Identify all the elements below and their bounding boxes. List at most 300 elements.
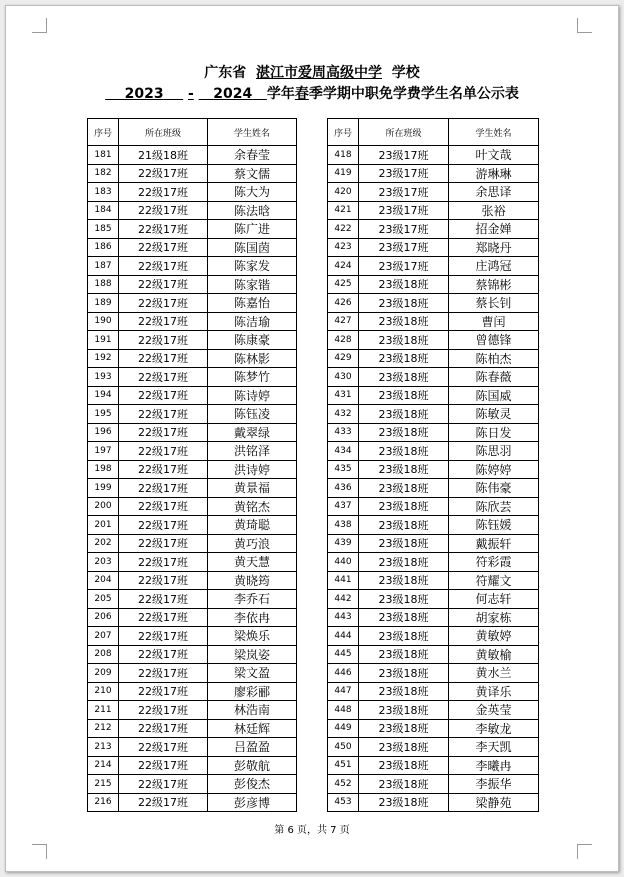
table-row	[88, 294, 297, 313]
student-name-cell: 陈伟豪	[449, 479, 539, 498]
table-row	[328, 183, 539, 202]
serial-cell: 192	[88, 349, 119, 368]
table-row	[88, 312, 297, 331]
class-cell: 23级18班	[359, 386, 449, 405]
table-row	[88, 793, 297, 812]
class-cell: 23级17班	[359, 201, 449, 220]
student-name-cell: 陈欣芸	[449, 497, 539, 516]
table-row	[88, 553, 297, 572]
class-cell: 23级17班	[359, 164, 449, 183]
crop-mark-bottom-right	[577, 844, 592, 859]
header-serial: 序号	[88, 119, 119, 146]
serial-cell: 195	[88, 405, 119, 424]
table-row	[328, 201, 539, 220]
class-cell: 23级18班	[359, 497, 449, 516]
serial-cell: 423	[328, 238, 359, 257]
class-cell: 23级18班	[359, 534, 449, 553]
table-body-right	[328, 146, 539, 812]
student-name-cell: 黄敏婷	[449, 627, 539, 646]
table-row	[328, 553, 539, 572]
table-row	[88, 368, 297, 387]
title-year-end: 2024	[213, 86, 253, 102]
class-cell: 22级17班	[119, 719, 208, 738]
serial-cell: 442	[328, 590, 359, 609]
table-row	[328, 294, 539, 313]
student-name-cell: 李依冉	[208, 608, 297, 627]
student-name-cell: 陈柏杰	[449, 349, 539, 368]
serial-cell: 438	[328, 516, 359, 535]
table-row	[328, 164, 539, 183]
header-serial: 序号	[328, 119, 359, 146]
table-row	[328, 146, 539, 165]
student-name-cell: 符耀文	[449, 571, 539, 590]
student-name-cell: 李振华	[449, 775, 539, 794]
serial-cell: 427	[328, 312, 359, 331]
table-row	[328, 497, 539, 516]
serial-cell: 181	[88, 146, 119, 165]
serial-cell: 203	[88, 553, 119, 572]
serial-cell: 425	[328, 275, 359, 294]
serial-cell: 212	[88, 719, 119, 738]
class-cell: 23级17班	[359, 183, 449, 202]
serial-cell: 208	[88, 645, 119, 664]
table-row	[328, 627, 539, 646]
student-table-right	[327, 118, 539, 812]
serial-cell: 443	[328, 608, 359, 627]
table-row	[328, 534, 539, 553]
student-name-cell: 陈广进	[208, 220, 297, 239]
student-name-cell: 陈大为	[208, 183, 297, 202]
serial-cell: 445	[328, 645, 359, 664]
serial-cell: 199	[88, 479, 119, 498]
table-row	[328, 386, 539, 405]
student-name-cell: 陈法晗	[208, 201, 297, 220]
student-name-cell: 黄琦聪	[208, 516, 297, 535]
class-cell: 23级18班	[359, 756, 449, 775]
table-row	[88, 331, 297, 350]
class-cell: 22级17班	[119, 442, 208, 461]
student-name-cell: 陈家发	[208, 257, 297, 276]
student-name-cell: 何志轩	[449, 590, 539, 609]
class-cell: 22级17班	[119, 793, 208, 812]
class-cell: 22级17班	[119, 756, 208, 775]
serial-cell: 215	[88, 775, 119, 794]
table-row	[88, 738, 297, 757]
table-row	[88, 275, 297, 294]
class-cell: 23级18班	[359, 682, 449, 701]
serial-cell: 189	[88, 294, 119, 313]
serial-cell: 211	[88, 701, 119, 720]
class-cell: 23级18班	[359, 719, 449, 738]
table-row	[88, 775, 297, 794]
table-row	[88, 146, 297, 165]
class-cell: 22级17班	[119, 349, 208, 368]
serial-cell: 194	[88, 386, 119, 405]
table-row	[328, 756, 539, 775]
student-name-cell: 黄水兰	[449, 664, 539, 683]
student-name-cell: 彭彦博	[208, 793, 297, 812]
title-year-start: 2023	[124, 86, 164, 102]
student-name-cell: 李曦冉	[449, 756, 539, 775]
student-name-cell: 张裕	[449, 201, 539, 220]
student-name-cell: 陈梦竹	[208, 368, 297, 387]
serial-cell: 441	[328, 571, 359, 590]
class-cell: 23级17班	[359, 146, 449, 165]
student-name-cell: 黄景福	[208, 479, 297, 498]
table-row	[88, 201, 297, 220]
table-row	[88, 682, 297, 701]
serial-cell: 209	[88, 664, 119, 683]
serial-cell: 213	[88, 738, 119, 757]
document-title-line1	[0, 64, 624, 82]
student-name-cell: 陈洁瑜	[208, 312, 297, 331]
student-name-cell: 李乔石	[208, 590, 297, 609]
student-name-cell: 符彩霞	[449, 553, 539, 572]
serial-cell: 184	[88, 201, 119, 220]
student-name-cell: 洪诗婷	[208, 460, 297, 479]
serial-cell: 196	[88, 423, 119, 442]
title-school-name: 湛江市爱周高级中学	[256, 65, 382, 81]
crop-mark-top-left	[32, 18, 47, 33]
student-name-cell: 庄鸿冠	[449, 257, 539, 276]
class-cell: 22级17班	[119, 571, 208, 590]
table-row	[328, 238, 539, 257]
class-cell: 23级18班	[359, 460, 449, 479]
class-cell: 23级18班	[359, 368, 449, 387]
table-row	[328, 719, 539, 738]
table-row	[88, 590, 297, 609]
student-name-cell: 陈思羽	[449, 442, 539, 461]
serial-cell: 428	[328, 331, 359, 350]
class-cell: 22级17班	[119, 183, 208, 202]
serial-cell: 422	[328, 220, 359, 239]
serial-cell: 418	[328, 146, 359, 165]
class-cell: 23级18班	[359, 645, 449, 664]
serial-cell: 420	[328, 183, 359, 202]
serial-cell: 421	[328, 201, 359, 220]
table-row	[328, 775, 539, 794]
class-cell: 23级18班	[359, 627, 449, 646]
title-year-dash: -	[187, 86, 194, 102]
serial-cell: 429	[328, 349, 359, 368]
table-row	[88, 442, 297, 461]
student-name-cell: 林廷辉	[208, 719, 297, 738]
table-row	[88, 238, 297, 257]
student-name-cell: 陈钰凌	[208, 405, 297, 424]
student-name-cell: 余春莹	[208, 146, 297, 165]
table-body-left	[88, 146, 297, 812]
class-cell: 22级17班	[119, 164, 208, 183]
class-cell: 22级17班	[119, 312, 208, 331]
table-row	[88, 645, 297, 664]
serial-cell: 440	[328, 553, 359, 572]
title-year-label: 学年	[266, 86, 295, 102]
serial-cell: 216	[88, 793, 119, 812]
table-header-row	[328, 119, 539, 146]
class-cell: 22级17班	[119, 775, 208, 794]
student-name-cell: 陈国威	[449, 386, 539, 405]
page-number: 第 6 页，共 7 页	[274, 825, 350, 836]
student-name-cell: 游琳琳	[449, 164, 539, 183]
table-row	[328, 460, 539, 479]
class-cell: 23级18班	[359, 442, 449, 461]
student-name-cell: 陈林影	[208, 349, 297, 368]
serial-cell: 185	[88, 220, 119, 239]
class-cell: 23级18班	[359, 553, 449, 572]
class-cell: 22级17班	[119, 405, 208, 424]
serial-cell: 210	[88, 682, 119, 701]
class-cell: 22级17班	[119, 534, 208, 553]
student-name-cell: 郑晓丹	[449, 238, 539, 257]
class-cell: 22级17班	[119, 701, 208, 720]
serial-cell: 183	[88, 183, 119, 202]
title-school-suffix: 学校	[391, 65, 420, 81]
table-row	[88, 516, 297, 535]
table-row	[328, 349, 539, 368]
student-name-cell: 黄敏榆	[449, 645, 539, 664]
serial-cell: 214	[88, 756, 119, 775]
student-name-cell: 黄晓筠	[208, 571, 297, 590]
table-row	[88, 164, 297, 183]
serial-cell: 200	[88, 497, 119, 516]
class-cell: 22级17班	[119, 238, 208, 257]
class-cell: 23级18班	[359, 701, 449, 720]
header-student-name: 学生姓名	[449, 119, 539, 146]
serial-cell: 424	[328, 257, 359, 276]
serial-cell: 444	[328, 627, 359, 646]
student-name-cell: 曾德锋	[449, 331, 539, 350]
student-name-cell: 陈敏灵	[449, 405, 539, 424]
student-name-cell: 廖彩郦	[208, 682, 297, 701]
student-name-cell: 陈嘉怡	[208, 294, 297, 313]
table-row	[328, 220, 539, 239]
serial-cell: 430	[328, 368, 359, 387]
table-row	[88, 664, 297, 683]
table-row	[88, 460, 297, 479]
class-cell: 22级17班	[119, 608, 208, 627]
class-cell: 23级17班	[359, 238, 449, 257]
student-name-cell: 余思译	[449, 183, 539, 202]
serial-cell: 419	[328, 164, 359, 183]
class-cell: 22级17班	[119, 257, 208, 276]
student-name-cell: 陈婷婷	[449, 460, 539, 479]
student-name-cell: 金英莹	[449, 701, 539, 720]
student-name-cell: 陈钰媛	[449, 516, 539, 535]
table-row	[328, 405, 539, 424]
class-cell: 22级17班	[119, 460, 208, 479]
class-cell: 21级18班	[119, 146, 208, 165]
serial-cell: 186	[88, 238, 119, 257]
student-name-cell: 蔡长钊	[449, 294, 539, 313]
serial-cell: 446	[328, 664, 359, 683]
table-row	[88, 220, 297, 239]
class-cell: 22级17班	[119, 275, 208, 294]
serial-cell: 197	[88, 442, 119, 461]
serial-cell: 434	[328, 442, 359, 461]
table-row	[328, 682, 539, 701]
class-cell: 22级17班	[119, 553, 208, 572]
serial-cell: 207	[88, 627, 119, 646]
serial-cell: 447	[328, 682, 359, 701]
student-name-cell: 梁焕乐	[208, 627, 297, 646]
class-cell: 22级17班	[119, 590, 208, 609]
table-header-row	[88, 119, 297, 146]
document-title-line2	[0, 85, 624, 103]
student-name-cell: 李天凯	[449, 738, 539, 757]
serial-cell: 190	[88, 312, 119, 331]
class-cell: 23级18班	[359, 571, 449, 590]
student-name-cell: 梁静苑	[449, 793, 539, 812]
serial-cell: 433	[328, 423, 359, 442]
class-cell: 22级17班	[119, 220, 208, 239]
student-name-cell: 洪铭泽	[208, 442, 297, 461]
student-name-cell: 蔡锦彬	[449, 275, 539, 294]
table-row	[328, 664, 539, 683]
crop-mark-bottom-left	[32, 844, 47, 859]
student-name-cell: 吕盈盈	[208, 738, 297, 757]
table-row	[88, 183, 297, 202]
class-cell: 23级18班	[359, 479, 449, 498]
serial-cell: 426	[328, 294, 359, 313]
student-name-cell: 胡家栋	[449, 608, 539, 627]
table-row	[88, 571, 297, 590]
serial-cell: 201	[88, 516, 119, 535]
table-row	[88, 405, 297, 424]
class-cell: 22级17班	[119, 423, 208, 442]
title-rest: 季学期中职免学费学生名单公示表	[308, 86, 519, 102]
serial-cell: 188	[88, 275, 119, 294]
student-name-cell: 陈康豪	[208, 331, 297, 350]
serial-cell: 204	[88, 571, 119, 590]
student-name-cell: 曹闰	[449, 312, 539, 331]
class-cell: 22级17班	[119, 368, 208, 387]
table-row	[88, 608, 297, 627]
header-class: 所在班级	[359, 119, 449, 146]
student-name-cell: 戴翠绿	[208, 423, 297, 442]
serial-cell: 449	[328, 719, 359, 738]
crop-mark-top-right	[577, 18, 592, 33]
table-row	[328, 312, 539, 331]
class-cell: 22级17班	[119, 479, 208, 498]
title-province: 广东省	[204, 65, 247, 81]
serial-cell: 193	[88, 368, 119, 387]
class-cell: 22级17班	[119, 331, 208, 350]
serial-cell: 206	[88, 608, 119, 627]
class-cell: 23级18班	[359, 738, 449, 757]
serial-cell: 450	[328, 738, 359, 757]
table-row	[88, 719, 297, 738]
serial-cell: 187	[88, 257, 119, 276]
serial-cell: 451	[328, 756, 359, 775]
serial-cell: 431	[328, 386, 359, 405]
class-cell: 23级18班	[359, 294, 449, 313]
table-row	[328, 590, 539, 609]
table-row	[88, 756, 297, 775]
serial-cell: 191	[88, 331, 119, 350]
table-row	[328, 257, 539, 276]
table-row	[328, 516, 539, 535]
class-cell: 23级18班	[359, 423, 449, 442]
student-table-left	[87, 118, 297, 812]
student-name-cell: 梁文盈	[208, 664, 297, 683]
table-row	[328, 479, 539, 498]
serial-cell: 439	[328, 534, 359, 553]
table-row	[88, 534, 297, 553]
serial-cell: 436	[328, 479, 359, 498]
table-row	[328, 645, 539, 664]
table-row	[328, 571, 539, 590]
class-cell: 23级18班	[359, 793, 449, 812]
student-name-cell: 招金婵	[449, 220, 539, 239]
student-name-cell: 叶文哉	[449, 146, 539, 165]
student-name-cell: 戴振轩	[449, 534, 539, 553]
table-row	[328, 738, 539, 757]
student-name-cell: 陈诗婷	[208, 386, 297, 405]
class-cell: 23级17班	[359, 257, 449, 276]
serial-cell: 182	[88, 164, 119, 183]
student-name-cell: 彭俊杰	[208, 775, 297, 794]
class-cell: 23级18班	[359, 405, 449, 424]
class-cell: 22级17班	[119, 738, 208, 757]
class-cell: 23级18班	[359, 775, 449, 794]
table-row	[328, 331, 539, 350]
class-cell: 23级18班	[359, 590, 449, 609]
table-row	[88, 349, 297, 368]
table-row	[88, 386, 297, 405]
table-row	[328, 368, 539, 387]
class-cell: 22级17班	[119, 386, 208, 405]
student-name-cell: 黄铭杰	[208, 497, 297, 516]
table-row	[88, 497, 297, 516]
serial-cell: 448	[328, 701, 359, 720]
class-cell: 22级17班	[119, 682, 208, 701]
class-cell: 23级17班	[359, 220, 449, 239]
student-name-cell: 陈国茵	[208, 238, 297, 257]
serial-cell: 205	[88, 590, 119, 609]
class-cell: 23级18班	[359, 664, 449, 683]
table-row	[328, 608, 539, 627]
class-cell: 23级18班	[359, 275, 449, 294]
student-name-cell: 蔡文儒	[208, 164, 297, 183]
class-cell: 22级17班	[119, 627, 208, 646]
table-row	[328, 793, 539, 812]
class-cell: 22级17班	[119, 664, 208, 683]
title-season: 春	[294, 86, 309, 102]
class-cell: 23级18班	[359, 312, 449, 331]
student-name-cell: 彭敬航	[208, 756, 297, 775]
table-row	[88, 701, 297, 720]
student-name-cell: 陈家锴	[208, 275, 297, 294]
serial-cell: 435	[328, 460, 359, 479]
table-row	[88, 257, 297, 276]
class-cell: 22级17班	[119, 516, 208, 535]
student-name-cell: 黄天慧	[208, 553, 297, 572]
class-cell: 23级18班	[359, 349, 449, 368]
student-name-cell: 陈日发	[449, 423, 539, 442]
class-cell: 23级18班	[359, 516, 449, 535]
table-row	[328, 423, 539, 442]
header-student-name: 学生姓名	[208, 119, 297, 146]
class-cell: 22级17班	[119, 497, 208, 516]
serial-cell: 453	[328, 793, 359, 812]
class-cell: 23级18班	[359, 331, 449, 350]
class-cell: 22级17班	[119, 201, 208, 220]
serial-cell: 452	[328, 775, 359, 794]
table-row	[88, 479, 297, 498]
student-name-cell: 黄译乐	[449, 682, 539, 701]
serial-cell: 432	[328, 405, 359, 424]
table-row	[88, 423, 297, 442]
